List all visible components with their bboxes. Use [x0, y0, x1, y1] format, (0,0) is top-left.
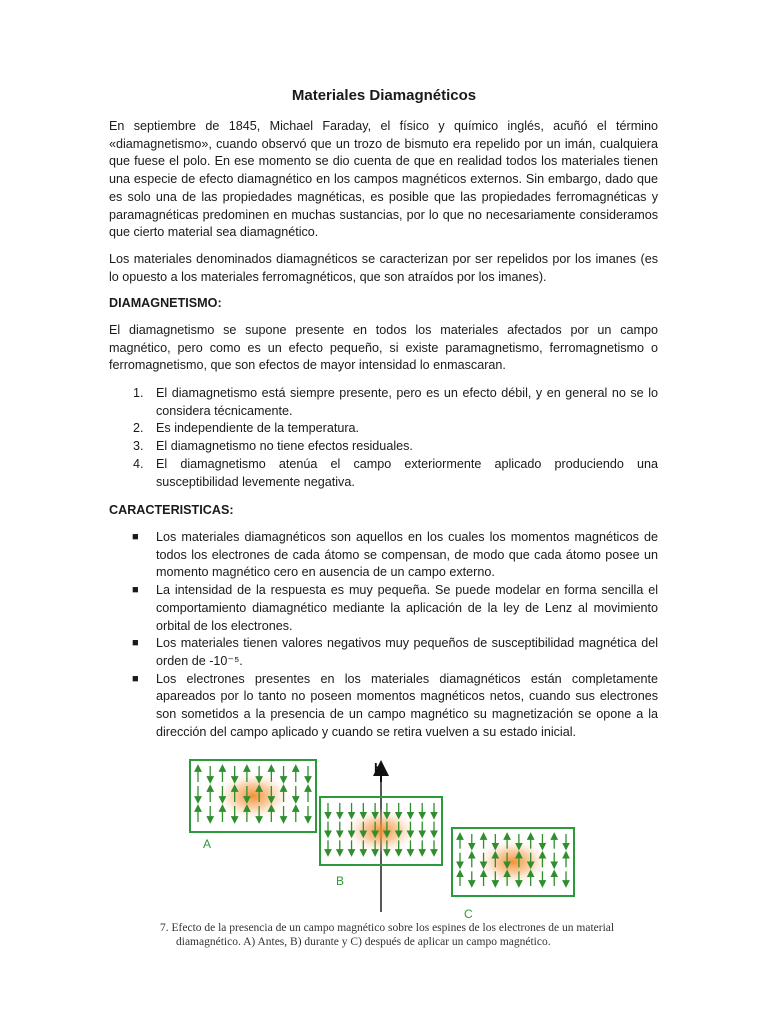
panel-label-b: B: [336, 874, 345, 888]
spin-glow: [213, 770, 294, 822]
intro-paragraph: En septiembre de 1845, Michael Faraday, el físico y químico inglés, acuñó el término «diamagnetismo», cuando observó que un trozo de bismuto era repelido por un imán, cualquiera que fuese el polo. En ese momento se dio cuenta de que en realidad todos los materiales tienen una especie de efecto diamagnético en los campos magnéticos externos. Sin embargo, dado que es solo una de las propiedades magnéticas, es posible que las propiedades ferromagnéticas y paramagnéticas predominen en muchas sustancias, por lo que no necesariamente consideramos que cierto material sea diamagnético.: [109, 119, 658, 240]
figure-caption: [160, 921, 620, 949]
panel-label-c: C: [464, 907, 473, 921]
list-item: ■ Los materiales diamagnéticos son aquellos en los cuales los momentos magnéticos de todos los electrones de cada átomo se compensan, de modo que cada átomo posee un momento magnético cero en ausencia de un campo externo.: [132, 530, 658, 580]
caption-line-2: diamagnético. A) Antes, B) durante y C) después de aplicar un campo magnético.: [176, 936, 551, 948]
numbered-list: [109, 385, 658, 491]
page-title: Materiales Diamagnéticos: [291, 87, 477, 104]
bullet-list: [109, 529, 658, 741]
list-item: ■ La intensidad de la respuesta es muy pequeña. Se puede modelar en forma sencilla el comportamiento diamagnético mediante la aplicación de la ley de Lenz al movimiento orbital de los electrones.: [132, 583, 658, 633]
diamagnetism-paragraph: El diamagnetismo se supone presente en todos los materiales afectados por un campo magnético, pero como es un efecto pequeño, si existe paramagnetismo, ferromagnetismo o ferromagnetismo, que son efectos de mayor intensidad lo enmascaran.: [109, 323, 658, 373]
diamagnetism-figure: [160, 752, 590, 925]
bullet-icon: ■: [132, 584, 139, 597]
panel-labels: [160, 832, 590, 852]
list-item: ■ Los materiales tienen valores negativos muy pequeños de susceptibilidad magnética del orden de -10⁻⁵.: [132, 636, 658, 668]
section-heading-caracteristicas: CARACTERISTICAS:: [109, 503, 234, 517]
list-item: 2. Es independiente de la temperatura.: [133, 421, 360, 436]
caption-line-1: 7. Efecto de la presencia de un campo magnético sobre los espines de los electrones de un material: [160, 922, 615, 934]
list-item: 4. El diamagnetismo atenúa el campo exteriormente aplicado produciendo una susceptibilidad levemente negativa.: [133, 456, 658, 489]
list-item: ■ Los electrones presentes en los materiales diamagnéticos están completamente apareados por lo tanto no poseen momentos magnéticos netos, cuando sus electrones son sometidos a la presencia de un campo magnético su magnetización se opone a la dirección del campo aplicado y cuando se retira vuelven a su estado inicial.: [132, 671, 658, 739]
section-heading-diamagnetismo: DIAMAGNETISMO:: [109, 296, 222, 310]
field-label: H: [374, 760, 384, 775]
panel-b: [320, 797, 442, 865]
bullet-icon: ■: [132, 637, 139, 650]
list-item: 1. El diamagnetismo está siempre presente, pero es un efecto débil, y en general no se lo considera técnicamente.: [133, 386, 658, 418]
panel-a: [190, 760, 316, 832]
panel-label-a: A: [203, 837, 212, 851]
bullet-icon: ■: [132, 531, 139, 543]
definition-paragraph: Los materiales denominados diamagnéticos se caracterizan por ser repelidos por los imanes (es lo opuesto a los materiales ferromagnéticos, que son atraídos por los imanes).: [109, 252, 658, 284]
bullet-icon: ■: [132, 672, 139, 685]
list-item: 3. El diamagnetismo no tiene efectos residuales.: [133, 439, 413, 454]
